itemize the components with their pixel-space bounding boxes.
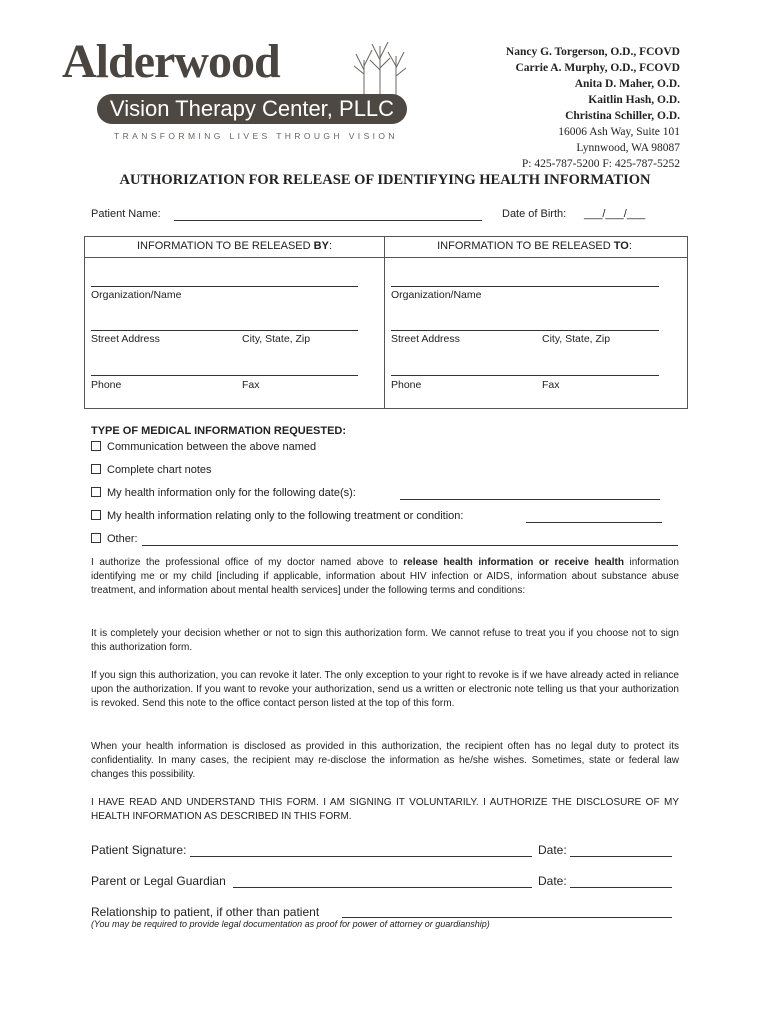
option-communication[interactable]: Communication between the above named bbox=[91, 441, 316, 453]
acknowledgement-paragraph: I HAVE READ AND UNDERSTAND THIS FORM. I AM SIGNING IT VOLUNTARILY. I AUTHORIZE THE DISCLOSURE OF MY HEALTH INFORMATION AS DESCRIBED IN THIS FORM. bbox=[91, 797, 679, 822]
doctor-name: Christina Schiller, O.D. bbox=[565, 110, 680, 122]
checkbox[interactable] bbox=[91, 464, 101, 474]
doctor-name: Nancy G. Torgerson, O.D., FCOVD bbox=[505, 46, 680, 58]
to-address-field[interactable] bbox=[391, 330, 659, 331]
to-phone-field[interactable] bbox=[391, 375, 659, 376]
release-table bbox=[84, 236, 688, 409]
guardian-date-field[interactable] bbox=[570, 887, 672, 888]
logo-name: Alderwood bbox=[62, 35, 280, 88]
address-line-2: Lynnwood, WA 98087 bbox=[576, 142, 680, 154]
checkbox[interactable] bbox=[91, 533, 101, 543]
by-phone-field[interactable] bbox=[91, 375, 358, 376]
option-chart-notes[interactable]: Complete chart notes bbox=[91, 464, 212, 476]
logo-tagline: TRANSFORMING LIVES THROUGH VISION bbox=[114, 131, 398, 141]
patient-signature-label: Patient Signature: bbox=[91, 843, 187, 857]
legal-note: (You may be required to provide legal documentation as proof for power of attorney or guardianship) bbox=[91, 919, 490, 929]
option-dates[interactable]: My health information only for the following date(s): bbox=[91, 487, 356, 499]
option-treatment[interactable]: My health information relating only to the following treatment or condition: bbox=[91, 510, 463, 522]
guardian-date-label: Date: bbox=[538, 874, 567, 888]
patient-date-field[interactable] bbox=[570, 856, 672, 857]
relationship-label: Relationship to patient, if other than patient bbox=[91, 905, 320, 919]
guardian-label: Parent or Legal Guardian bbox=[91, 874, 226, 888]
treatment-field[interactable] bbox=[526, 522, 662, 523]
phone-fax: P: 425-787-5200 F: 425-787-5252 bbox=[521, 158, 680, 170]
disclosure-paragraph: When your health information is disclosed as provided in this authorization, the recipient often has no legal duty to protect its confidentiality. In many cases, the recipient may re-disclose the information as he/she wishes. Sometimes, state or federal law changes this possibility. bbox=[91, 741, 679, 780]
to-city-label: City, State, Zip bbox=[542, 333, 611, 345]
medical-heading: TYPE OF MEDICAL INFORMATION REQUESTED: bbox=[91, 425, 347, 437]
guardian-signature-field[interactable] bbox=[233, 887, 532, 888]
checkbox[interactable] bbox=[91, 510, 101, 520]
revoke-paragraph: If you sign this authorization, you can revoke it later. The only exception to your right to revoke is if we have already acted in reliance upon the authorization. If you want to revoke your authorization, send us a written or electronic note telling us that your authorization is revoked. Send this note to the office contact person listed at the top of this form. bbox=[91, 670, 679, 709]
doctors-block bbox=[506, 44, 680, 172]
released-to-header: INFORMATION TO BE RELEASED TO: bbox=[437, 240, 632, 252]
checkbox[interactable] bbox=[91, 487, 101, 497]
to-organization-field[interactable] bbox=[391, 286, 659, 287]
doctor-name: Kaitlin Hash, O.D. bbox=[588, 94, 680, 106]
by-organization-field[interactable] bbox=[91, 286, 358, 287]
by-fax-label: Fax bbox=[242, 379, 260, 391]
other-field[interactable] bbox=[142, 545, 678, 546]
checkbox[interactable] bbox=[91, 441, 101, 451]
to-fax-label: Fax bbox=[542, 379, 560, 391]
address-line-1: 16006 Ash Way, Suite 101 bbox=[558, 126, 680, 138]
released-by-header: INFORMATION TO BE RELEASED BY: bbox=[137, 240, 332, 252]
by-city-label: City, State, Zip bbox=[242, 333, 311, 345]
relationship-field[interactable] bbox=[342, 917, 672, 918]
dob-label: Date of Birth: bbox=[502, 208, 567, 220]
patient-name-field[interactable] bbox=[174, 220, 482, 221]
option-other[interactable]: Other: bbox=[91, 533, 138, 545]
by-organization-label: Organization/Name bbox=[91, 289, 182, 301]
doctor-name: Anita D. Maher, O.D. bbox=[574, 78, 680, 90]
patient-signature-field[interactable] bbox=[190, 856, 532, 857]
patient-name-label: Patient Name: bbox=[91, 208, 161, 220]
by-phone-label: Phone bbox=[91, 379, 122, 391]
to-phone-label: Phone bbox=[391, 379, 422, 391]
by-address-field[interactable] bbox=[91, 330, 358, 331]
tree-icon bbox=[350, 40, 410, 96]
decision-paragraph: It is completely your decision whether or not to sign this authorization form. We cannot refuse to treat you if you choose not to sign this authorization form. bbox=[91, 628, 679, 653]
page-title: AUTHORIZATION FOR RELEASE OF IDENTIFYING HEALTH INFORMATION bbox=[119, 172, 651, 188]
doctor-name: Carrie A. Murphy, O.D., FCOVD bbox=[515, 62, 680, 74]
logo-subtitle: Vision Therapy Center, PLLC bbox=[97, 94, 407, 124]
to-organization-label: Organization/Name bbox=[391, 289, 482, 301]
authorization-paragraph: I authorize the professional office of my doctor named above to release health information or receive health information identifying me or my child [including if applicable, information about HIV infection or AIDS, information about substance abuse treatment, and information about mental health services] under the following terms and conditions: bbox=[91, 557, 679, 596]
to-street-label: Street Address bbox=[391, 333, 460, 345]
by-street-label: Street Address bbox=[91, 333, 160, 345]
dates-field[interactable] bbox=[400, 499, 660, 500]
patient-date-label: Date: bbox=[538, 843, 567, 857]
dob-field[interactable]: ___/___/___ bbox=[584, 208, 646, 220]
